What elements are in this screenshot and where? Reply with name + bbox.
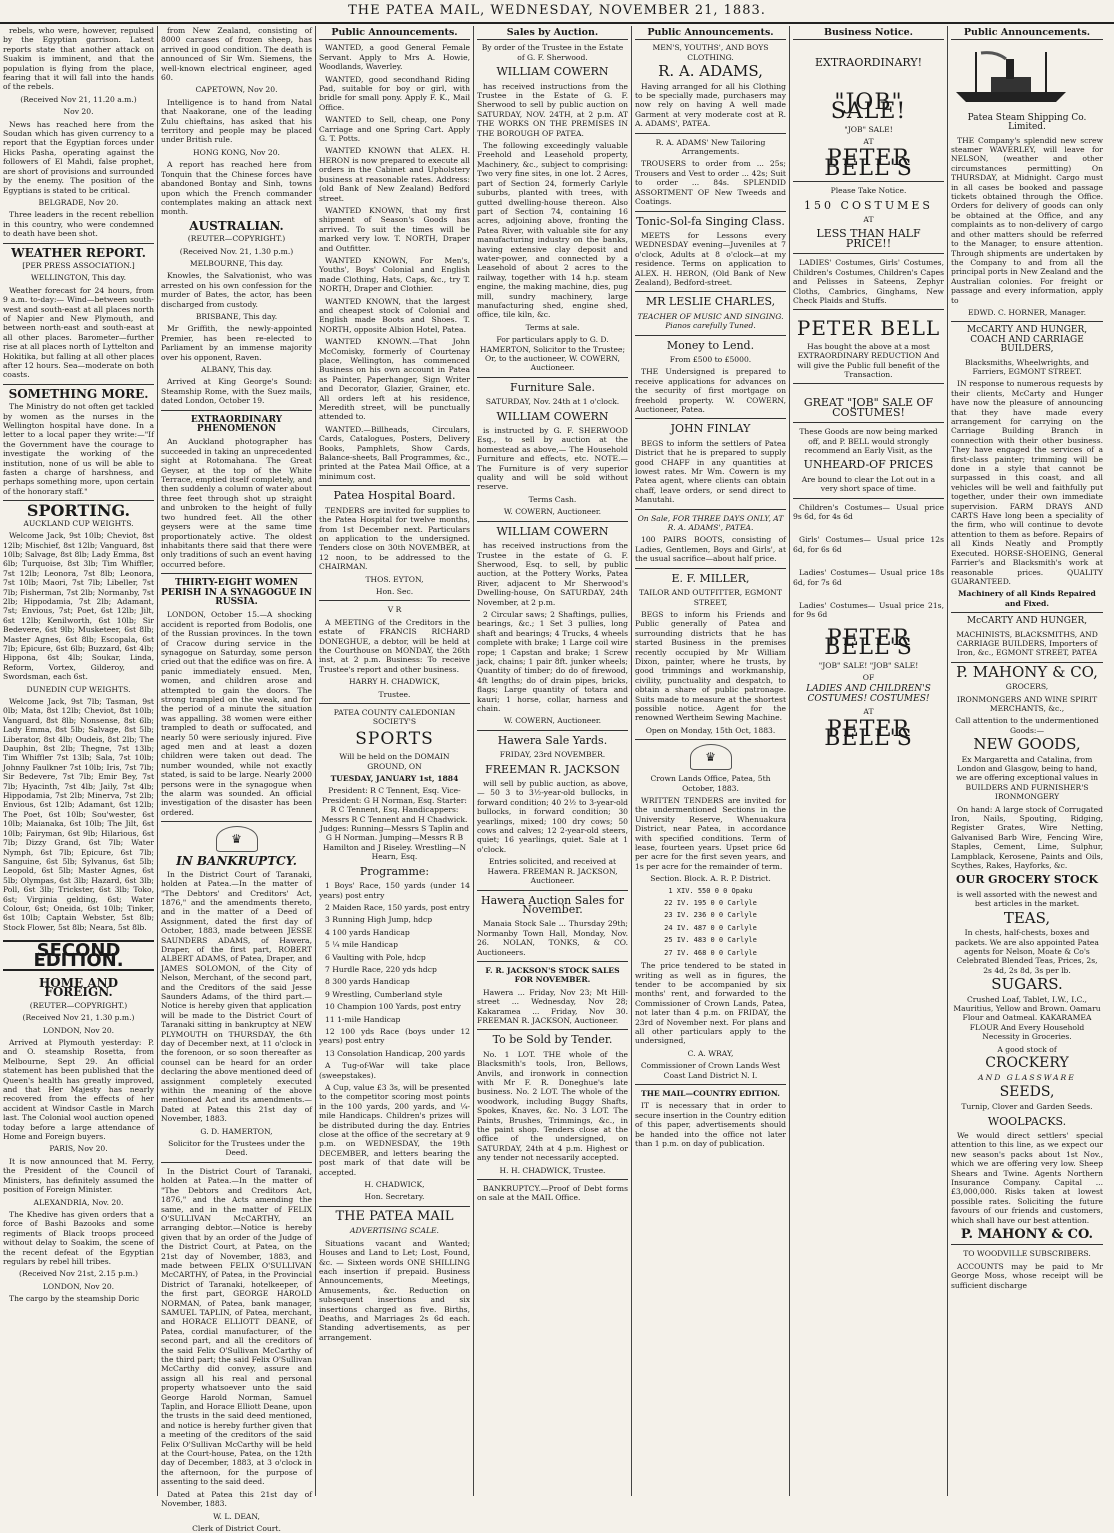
ad-subheading: MEN'S, YOUTHS', AND BOYS CLOTHING. [652,43,769,62]
ad-text: No. 1 LOT. THE whole of the Blacksmith's tools, Iron, Bellows, Anvils, and ironwork in connection with Mr F. R. Doneghue's late business. No. 2 LOT. The whole of the woodwork, including Buggy Shafts, Spokes, Knaves, &c. No. 3 LOT. The Paints, Brushes, Trimmings, &c., in the paint shop. Tenders close at the office of the undersigned, on SATURDAY, 24th at 4 p.m. Highest or any tender not necessarily accepted. [477,1049,628,1163]
divider [951,321,1103,322]
wanted-ad: WANTED KNOWN.—That John McComisky, formerly of Courtenay place, Wellington, has commenced Business on his own account in Patea as Painter, Paperhanger, Sign Writer and Decorator, Glazier, Grainer, etc. All orders left at his residence, Meredith street, will be punctually attended to. [319,337,470,422]
divider [793,422,944,423]
ad-text: 100 PAIRS BOOTS, consisting of Ladies, Gentlemen, Boys and Girls', at the usual sacrifice—about half price. [635,535,786,564]
news-paragraph: Arrived at King George's Sound: Steamship Rome, with the Suez mails, dated London, October 19. [161,377,312,406]
signature-role: Solicitor for the Trustees under the Deed. [168,1139,305,1158]
divider [635,418,786,419]
royal-crest-icon: ♛ [216,826,258,852]
signature: Entries solicited, and received at Hawera. FREEMAN R. JACKSON, Auctioneer. [487,857,618,886]
vr-crest: V R [387,605,402,615]
ad-heading: GREAT "JOB" SALE OF COSTUMES! [803,396,934,419]
wanted-ad: WANTED to Sell, cheap, one Pony Carriage and one Spring Cart. Apply G. T. Potts. [319,115,470,144]
divider [319,703,470,704]
section-heading: HOME AND FOREIGN. [38,975,119,1000]
ad-text: A Cup, value £3 3s, will be presented to the competitor scoring most points in the 100 yards, 200 yards, and ¼-mile Handicaps. Children's prizes will be distributed during the day. Entries close at the office of the secretary at 9 p.m. on WEDNESDAY, the 19th DECEMBER, and letters bearing the post mark of that date will be accepted. [319,1083,470,1177]
price-item: Ladies' Costumes— Usual price 18s 6d, for 7s 6d [793,568,944,587]
ad-text: SATURDAY, Nov. 24th at 1 o'clock. [485,397,620,407]
ad-heading: McCARTY AND HUNGER, COACH AND CARRIAGE BUILDERS, [966,325,1088,355]
programme-heading: Programme: [359,864,430,878]
ad-heading: SEEDS, [999,1083,1055,1100]
divider [477,521,628,522]
ad-heading: WOOLPACKS. [987,1114,1067,1128]
programme-item: 12 100 yds Race (boys under 12 years) post entry [319,1026,470,1046]
column-7-announcements [948,26,1106,1496]
ad-subheading: GROCERS, [1005,682,1049,692]
merchant-name: E. F. MILLER, [671,571,750,585]
news-paragraph: Knowles, the Salvationist, who was arrested on his own confession for the murder of Bates, the actor, has been discharged from custody. [161,271,312,309]
divider [161,821,312,822]
ad-text: has received instructions from the Trustee in the estate of G. F. Sherwood, Esq. to sell, by public auction, at the Pottery Works, Patea River, adjacent to Mr Sherwood's Dwelling-house, On SATURDAY, 24th November, at 2 p.m. [477,541,628,607]
ad-text: Has bought the above at a most EXTRAORDINARY REDUCTION And will give the Public full benefit of the Transaction. [797,341,940,379]
legal-notice: Dated at Patea this 21st day of November, 1883. [161,1489,312,1509]
dateline: Nov 20. [63,107,94,117]
ad-heading: NEW GOODS, [973,735,1081,754]
signature: H. CHADWICK, [364,1180,425,1190]
ad-heading: TEAS, [1003,908,1051,927]
auctioneer-name: FREEMAN R. JACKSON [485,762,620,776]
column-4-auctions [474,26,632,1496]
divider [635,291,786,292]
signature: W. L. DEAN, [213,1511,260,1521]
column-header: Public Announcements. [951,26,1103,40]
ad-heading: Patea Steam Shipping Co. Limited. [967,112,1087,133]
table-row: 22 IV. 195 0 0 Carlyle [664,899,757,908]
price-item: Ladies' Costumes— Usual price 21s, for 9s 6d [793,601,944,620]
ad-heading: F. R. JACKSON'S STOCK SALES FOR NOVEMBER. [485,965,620,985]
news-paragraph: A report has reached here from Tonquin that the Chinese forces have abandoned Bontay and Sinh, towns upon which the French commander contemplates making an attack next month. [161,160,312,217]
ad-text: TENDERS are invited for supplies to the Patea Hospital for twelve months, from 1st December next. Particulars on application to the undersigned. Tenders close on 30th NOVEMBER, at 12 noon, to be addressed to the CHAIRMAN. [319,505,470,572]
ad-text: AT [863,215,874,225]
wanted-ad: WANTED KNOWN, For Men's, Youths', Boys' Colonial and English made Clothing, Hats, Caps, &c., try T. NORTH, Draper and Clothier. [319,255,470,294]
divider [951,612,1103,613]
divider [319,600,470,601]
ad-text: THE Company's splendid new screw steamer WAVERLEY, will leave for NELSON, (weather and other circumstances permitting) On THURSDAY, at Midnight. Cargo must in all cases be booked and passage tickets obtained through the Office. Orders for delivery of goods can only be obtained at the Office, and any complaints as to non-delivery of cargo and other matters should be referred to the Manager, to ensure attention. Through shipments are undertaken by the Company to and from all the principal ports in New Zealand and the Australian colonies. For freight or passage and every information, apply to [951,135,1103,305]
news-paragraph: An Auckland photographer has succeeded in taking an unprecedented sight at Rotomahana. The Great Geyser, at the top of the White Terrace, emptied itself completely, and then suddenly a column of water about three feet through shot up straight and unbroken to the height of fully two hundred feet. All the other geysers were at the same time proportionately active. The oldest inhabitants there said that there were only traditions of such an event having occurred before. [161,437,312,569]
column-header: Business Notice. [793,26,944,40]
divider [635,568,786,569]
ad-text: Having arranged for all his Clothing to be specially made, purchasers may now rely on having A well made Garment at very moderate cost at R. A. ADAMS', PATEA. [635,81,786,129]
column-3-announcements [316,26,474,1496]
programme-item: 2 Maiden Race, 150 yards, post entry [325,902,470,912]
ad-subheading: TAILOR AND OUTFITTER, EGMONT STREET, [639,588,782,607]
signature: HARRY H. CHADWICK, [349,677,440,687]
press-credit: (REUTER—COPYRIGHT.) [29,1000,128,1010]
table-row: 23 IV. 236 0 0 Carlyle [664,911,757,920]
section-heading: AUSTRALIAN. [189,218,284,233]
ad-subheading: ADVERTISING SCALE. [350,1226,439,1236]
ad-text: On hand: A large stock of Corrugated Iron, Nails, Spouting, Ridging, Register Grates, Wire Netting, Galvanised Barb Wire, Fencing Wire, Staples, Cement, Lime, Sulphur, Lampblack, Kerosene, Paints and Oils, Scythes, Rakes, Hayforks, &c. [951,804,1103,871]
press-credit: [PER PRESS ASSOCIATION.] [22,260,135,270]
news-paragraph: The cargo by the steamship Doric [9,1294,140,1304]
ad-text: A MEETING of the Creditors in the estate of FRANCIS RICHARD DONEGHUE, a debtor, will be held at the Courthouse on MONDAY, the 26th inst, at 2 p.m. Business: To receive Trustee's report and other business. [319,617,470,674]
ad-heading: Furniture Sale. [510,380,595,394]
ad-heading: Hawera Sale Yards. [497,733,608,747]
divider [477,730,628,731]
steamship-icon [951,47,1071,107]
column-header: Sales by Auction. [477,26,628,40]
divider [477,1179,628,1180]
ad-text: LADIES' Costumes, Girls' Costumes, Children's Costumes, Children's Capes and Pelisses in Sateens, Zephyr Cloths, Cambrics, Ginghams, New Check Plaids and Stuffs. [793,258,944,305]
column-1-news [0,26,158,1496]
ad-text: Turnip, Clover and Garden Seeds. [961,1102,1093,1112]
auctioneer-name: WILLIAM COWERN [496,65,609,79]
second-edition-banner: SECOND EDITION. [3,940,154,971]
column-header: Public Announcements. [635,26,786,40]
ad-text: On Sale, FOR THREE DAYS ONLY, AT R. A. ADAMS', PATEA. [637,513,784,533]
ad-text: is well assorted with the newest and best articles in the market. [956,889,1098,909]
ad-text: ACCOUNTS may be paid to Mr George Moss, whose receipt will be sufficient discharge [951,1261,1103,1290]
auctioneer-name: WILLIAM COWERN [496,524,609,538]
subheading: DUNEDIN CUP WEIGHTS. [26,684,131,694]
dateline: PARIS, Nov 20. [49,1144,108,1154]
divider [951,1244,1103,1245]
programme-list [319,881,470,1058]
divider [477,377,628,378]
ad-text: will sell by public auction, as above,— 50 3 to 3½-year-old bullocks, in forward condition; 40 2½ to 3-year-old bullocks, in forward condition; 30 yearlings, mixed; 100 dry cows; 50 cows and calves; 12 2-year-old steers, quiet; 16 yearlings, quiet. Sale at 1 o'clock. [477,779,628,854]
signature: W. COWERN, Auctioneer. [503,716,602,726]
ad-text: A Tug-of-War will take place (sweepstakes). [319,1061,470,1080]
dateline: BRISBANE, This day. [195,311,278,321]
signature: C. A. WRAY, [687,1048,734,1058]
legal-notice: In the District Court of Taranaki, holden at Patea.—In the matter of "The Debtors and Creditors Act, 1876," and the Acts amending the same, and in the matter of FELIX O'SULLIVAN McCARTHY, an arranging debtor.—Notice is hereby given that by an order of the Judge of the District Court, at Patea, on the 21st day of November, 1883, and made between FELIX O'SULLIVAN McCARTHY, of Patea, in the Provincial District of Taranaki, hotelkeeper, of the first part, GEORGE HAROLD NORMAN, of Patea, bank manager, SAMUEL TAPLIN, of Patea, merchant, and HORACE ELLIOTT DEANE, of Patea, cordial manufacturer, of the second part, and all the creditors of the said Felix O'Sullivan McCarthy of the third part; the said Felix O'Sullivan McCarthy did convey, assure and assign all his real and personal property whatsoever unto the said George Harold Norman, Samuel Taplin, and Horace Elliott Deane, upon the trusts in the said deed mentioned, and notice is hereby further given that a meeting of the creditors of the said Felix O'Sullivan McCarthy will be held at the Court-house, Patea, on the 12th day of December, 1883, at 3 o'clock in the afternoon, for the purpose of assenting to the said deed. [161,1166,312,1487]
programme-item: 3 Running High Jump, hdcp [325,915,433,925]
table-header: Section. Block. A. R. P. District. [650,874,771,884]
signature: EDWD. C. HORNER, Manager. [967,307,1087,317]
ad-text: AT [863,137,874,147]
ad-heading: Tonic-Sol-fa Singing Class. [636,214,785,228]
table-row: 27 IV. 468 0 0 Carlyle [664,948,757,957]
divider [319,1206,470,1207]
ad-heading: R. A. ADAMS' New Tailoring Arrangements. [655,137,766,157]
ad-text: These Goods are now being marked off, and P. BELL would strongly recommend an Early Visit, as the [799,427,938,455]
event-date: TUESDAY, JANUARY 1st, 1884 [330,774,459,784]
wanted-ad: WANTED, good secondhand Riding Pad, suitable for boy or girl, with bridle for small pony. Apply F. K., Mail Office. [319,74,470,112]
ad-text: MACHINISTS, BLACKSMITHS, AND CARRIAGE BUILDERS, Importers of Iron, &c., EGMONT STREET, PATEA [956,629,1098,658]
signature-role: Commissioner of Crown Lands West Coast Land District N. I. [640,1061,781,1080]
ad-text: In chests, half-chests, boxes and packets. We are also appointed Patea agents for Nelson, Moate & Co's Celebrated Blended Teas, Prices, 2s, 2s 4d, 2s 8d, 3s per lb. [955,928,1099,975]
divider [3,243,154,244]
peter-bells-heading: PETER BELL'S [824,146,913,181]
ad-heading: Hawera Auction Sales for November. [481,893,624,916]
ad-text: IN response to numerous requests by their clients, McCarty and Hunger have now the pleasure of announcing that they have made every arrangement for carrying on the Carriage Building Branch in connection with their other business. They have engaged the services of a first-class painter; trimming will be done in a style that cannot be surpassed in this coast, and all vehicles will be well and faithfully put together, under their own immediate supervision. FARM DRAYS AND CARTS Have long been a speciality of the firm, who will continue to devote attention to them as before. Repairs of all Kinds Neatly and Promptly Executed. HORSE-SHOEING, General Farrier's and Blacksmith's work at reasonable prices. QUALITY GUARANTEED. [951,379,1103,586]
programme-item: 6 Vaulting with Pole, hdcp [325,952,426,962]
received-note: (Received Nov 21st, 2.15 p.m.) [19,1269,138,1279]
press-credit: (REUTER—COPYRIGHT.) [187,234,286,244]
ad-text: Open on Monday, 15th Oct, 1883. [645,725,776,735]
section-heading: SOMETHING MORE. [8,386,149,401]
sporting-heading: SPORTING. [26,501,131,521]
ad-text: FRIDAY, 23rd NOVEMBER. [499,750,606,760]
news-paragraph: Welcome Jack, 9st 7lb; Tasman, 9st 0lb; Mata, 8st 12lb; Cheviot, 8st 10lb; Vanguard, 8st 8lb; Nonsense, 8st 6lb; Lady Emma, 8st 5lb; Salvage, 8st 5lb; Liberator, 8st 4lb; Oudeis, 8st 2lb; The Dauphin, 8st 2lb; Thegne, 7st 13lb; Tim Whiffler 7st 13lb; Sala, 7st 10lb; Johnny Faulkner 7st 10lb; Iris, 7st 7lb; Sir Bedevere, 7st 7lb; Emir Bey, 7st 7lb; Hyacinth, 7st 4lb; Jaily, 7st 4lb; Hippodamia, 7st 2lb; Minerva, 7st 2lb; Envious, 6st 12lb; Adamant, 6st 12lb; The Poet, 6st 10lb; Sou'wester, 6st 10lb; Maianaka, 6st 10lb; The Jilt, 6st 10lb; Fairyman, 6st 9lb; Hilarious, 6st 7lb; Dizzy Grand, 6st 7lb; Water Nymph, 6st 7lb; Epicure, 6st 7lb; Sanguine, 6st 5lb; Sylvanus, 6st 5lb; Leopold, 6st 5lb; Master Agnes, 6st 5lb; Olympas, 6st 3lb; Hazard, 6st 3lb; Poll, 6st 3lb; Trickster, 6st 3lb; Toko, 6st; Virginia gelding, 6st; Water Colour, 6st; Oneida, 6st 10lb; Tinker, 6st 10lb; Captain Webster, 5st 8lb; Stock Flower, 5st 8lb; Neara, 5st 8lb. [3,697,154,932]
ad-text: We would direct settlers' special attention to this line, as we expect our new season's packs about 1st Nov., which we are offering very low. Sheep Shears and Twine. Agents Northern Insurance Company. Capital ... £3,000,000. Risks taken at lowest possible rates. Soliciting the future favours of our friends and customers, which shall have our best attention. [951,1131,1103,1225]
ad-text: Hawera ... Friday, Nov 23; Mt Hill-street ... Wednesday, Nov 28; Kakaramea ... Friday, Nov 30. FREEMAN R. JACKSON, Auctioneer. [477,987,628,1025]
section-heading: WEATHER REPORT. [11,245,146,260]
ad-text: The price tendered to be stated in writing as well as in figures, the tender to be accompanied by six months' rent, and forwarded to the Commissioner of Crown Lands, Patea, not later than 4 p.m. on FRIDAY, the 23rd of November next. For plans and all other particulars apply to the undersigned, [635,961,786,1046]
dateline: HONG KONG, Nov 20. [193,147,280,157]
ad-text: Please Take Notice. [830,186,907,196]
officers: President: R C Tennent, Esq. Vice-President: G H Norman, Esq. Starter: R C Tennent, Esq. Handicappers: Messrs R C Tennent and H Chadwick. Judges: Running—Messrs S Taplin and G H Norman. Jumping—Messrs R B Hamilton and J Riseley. Wrestling—N Hearn, Esq. [319,786,470,862]
news-paragraph: Mr Griffith, the newly-appointed Premier, has been re-elected to Parliament by an immense majority over his opponent, Raven. [161,324,312,362]
received-note: (Received Nov. 21, 1.30 p.m.) [179,246,294,256]
news-lead: from New Zealand, consisting of 8000 carcases of frozen sheep, has arrived in good condition. The death is announced of Sir Wm. Siemens, the well-known electrical engineer, aged 60. [161,26,312,83]
divider [319,485,470,486]
news-paragraph: The Ministry do not often get tackled by women as the nurses in the Wellington hospital have done. In a letter to a local paper they write:—"If the Government have the courage to investigate the working of the institution, none of us will be able to fasten a charge of harshness, and perhaps something more, upon certain of the honorary staff." [3,402,154,496]
ad-text: Terms at sale. [525,322,580,332]
column-2-news [158,26,316,1533]
ad-subheading: By order of the Trustee in the Estate of G. F. Sherwood. [481,43,624,62]
divider [635,509,786,510]
signature-role: Trustee. [378,689,411,699]
dateline: ALBANY, This day. [201,365,272,374]
ad-text: IT is necessary that in order to secure insertion in the Country edition of this paper, advertisements should be handed into the office not later than 1 p.m. on day of publication. [635,1101,786,1148]
programme-item: 8 300 yards Handicap [325,977,410,987]
programme-item: 4 100 yards Handicap [325,927,410,937]
signature: G. D. HAMERTON, [200,1126,273,1136]
ad-subheading: Blacksmiths, Wheelwrights, and Farriers, EGMONT STREET. [964,357,1090,376]
peter-bells-heading: PETER BELL'S [824,716,913,752]
merchant-name: R. A. ADAMS, [658,62,763,81]
news-paragraph: It is now announced that M. Ferry, the President of the Council of Ministers, has definitely assumed the position of Foreign Minister. [3,1156,154,1195]
ad-text: OF [862,673,875,683]
ad-text: For particulars apply to G. D. HAMERTON, Solicitor to the Trustee; Or, to the auctioneer, W. COWERN, Auctioneer. [479,335,626,373]
signature: THOS. EYTON, [365,574,424,584]
ad-heading: LADIES AND CHILDREN'S COSTUMES! COSTUMES! [806,684,931,704]
ad-text: THE Undersigned is prepared to receive applications for advances on the security of first mortgage on freehold property. W. COWERN, Auctioneer, Patea. [635,367,786,414]
signature: W. COWERN, Auctioneer. [503,507,602,517]
ad-subheading: "JOB" SALE! [844,124,893,134]
column-6-business-notice [790,26,948,1496]
divider [635,211,786,212]
dateline: LONDON, Nov 20. [42,1281,115,1291]
dateline: BELGRADE, Nov 20. [38,197,119,207]
ad-heading: Machinery of all Kinds Repaired and Fixed. [958,589,1096,608]
wanted-list [319,43,470,481]
signature: H. H. CHADWICK, Trustee. [499,1165,606,1175]
wanted-ad: WANTED KNOWN, that the largest and cheapest stock of Colonial and English made Boots and Shoes. T. NORTH, opposite Albion Hotel, Patea. [319,296,470,334]
divider [635,739,786,740]
ad-subheading: PATEA COUNTY CALEDONIAN SOCIETY'S [333,708,456,727]
column-header: Public Announcements. [319,26,470,40]
ad-text: Call attention to the undermentioned Goods:— [955,716,1099,735]
ad-text: TROUSERS to order from ... 25s; Trousers and Vest to order ... 42s; Suit to order ... 84s. SPLENDID ASSORTMENT OF New Tweeds and Coatings. [635,159,786,207]
dateline: ALEXANDRIA, Nov. 20. [33,1197,124,1207]
legal-notice: In the District Court of Taranaki, holden at Patea.—In the matter of "The Debtors' and Creditors' Act, 1876," and the amendments thereto, and in the matter of a Deed of Assignment, dated the first day of October, 1883, made between JESSE SAUNDERS ADAMS, of Hawera, Draper, of the first part, ROBERT ALBERT ADAMS, of Patea, Draper, and JAMES SOLOMON, of the City of Nelson, Merchant, of the second part, and the Creditors of the said Jesse Saunders Adams, of the third part.—Notice is hereby given that application will be made to the District Court of Taranaki sitting in bankruptcy at NEW PLYMOUTH on THURSDAY, the 6th day of December next, at 11 o'clock in the forenoon, or so soon thereafter as counsel can be heard for an order declaring the above mentioned deed of assignment completely executed within the meaning of the above mentioned Act and its amendments.—Dated at Patea this 21st day of November, 1883. [161,869,312,1124]
ad-heading: THE MAIL—COUNTRY EDITION. [641,1088,780,1098]
price-list [793,503,944,620]
merchant-name: P. MAHONY & CO, [956,662,1098,681]
peter-bell-heading: PETER BELL [796,316,941,341]
news-paragraph: Three leaders in the recent rebellion in this country, who were condemned to death have been shot. [3,210,154,239]
ad-heading: SUGARS. [991,975,1063,994]
ad-heading: McCARTY AND HUNGER, [966,616,1088,627]
divider [793,383,944,384]
ad-heading: Patea Hospital Board. [333,489,456,503]
ad-text: A good stock of [997,1044,1057,1054]
ad-text: TEACHER OF MUSIC AND SINGING. Pianos carefully Tuned. [637,311,784,331]
ad-heading: 150 COSTUMES [804,198,933,212]
ad-heading: TO WOODVILLE SUBSCRIBERS. [963,1249,1091,1259]
section-heading: THIRTY-EIGHT WOMEN PERISH IN A SYNAGOGUE IN RUSSIA. [161,578,312,607]
job-sale-heading: "JOB" SALE! [830,89,907,125]
divider [793,498,944,499]
wanted-ad: WANTED, a good General Female Servant. Apply to Mrs A. Howie, Woodlands, Waverley. [319,43,470,72]
divider [793,181,944,182]
signature-role: Clerk of District Court. [192,1523,281,1533]
ad-heading: EXTRAORDINARY! [814,56,923,70]
divider [635,1084,786,1085]
received-note: (Received Nov 21, 1.30 p.m.) [22,1013,135,1023]
programme-item: 9 Wrestling, Cumberland style [325,989,443,999]
divider [793,309,944,310]
divider [793,253,944,254]
ad-text: Terms Cash. [528,494,577,504]
ad-subheading: "JOB" SALE! "JOB" SALE! [818,660,919,670]
ad-text: BEGS to inform his Friends and Public generally of Patea and surrounding districts that he has started Business in the premises recently occupied by Mr William Dixon, painter, where he trusts, by good trimmings and workmanship, civility, punctuality and despatch, to obtain a share of public patronage. Suits made to measure at the shortest possible notice. Agent for the renowned Wertheim Sewing Machine. [635,609,786,723]
wanted-ad: WANTED.—Billheads, Circulars, Cards, Catalogues, Posters, Delivery Books, Pamphlets, Show Cards, Balance-sheets, Ball Programmes, &c., printed at the Patea Mail Office, at a minimum cost. [319,424,470,481]
ad-heading: To be Sold by Tender. [492,1033,613,1047]
mail-heading: THE PATEA MAIL [335,1208,454,1224]
table-row: 1 XIV. 550 0 0 Opaku [668,886,753,895]
news-paragraph: Arrived at Plymouth yesterday: P. and O. steamship Rosetta, from Melbourne, Sept 29. An official statement has been published that the Queen's health has greatly improved, and that Her Majesty has nearly recovered from the effects of her accident at Windsor Castle in March last. The Colonial wool auction opened today before a large attendance of Home and Foreign buyers. [3,1038,154,1142]
wanted-ad: WANTED KNOWN that ALEX. H. HERON is now prepared to execute all orders in the Cabinet and Upholstery business at reasonable rates. Address: (old Bank of New Zealand) Bedford street. [319,146,470,203]
programme-item: 13 Consolation Handicap, 200 yards [325,1048,466,1058]
ad-text: MEETS for Lessons every WEDNESDAY evening—Juveniles at 7 o'clock, Adults at 8 o'clock—at my residence. Terms on application to ALEX. H. HERON, (Old Bank of New Zealand), Bedford-street. [635,230,786,287]
divider [477,890,628,891]
ad-text: WRITTEN TENDERS are invited for the undermentioned Sections in the University Reserve, Whenuakura District, near Patea, in accordance with specified conditions. Term of lease, fourteen years. Upset price 6d per acre for the first seven years, and 1s per acre for the remainder of term. [635,796,786,871]
news-paragraph: LONDON, October 15.—A shocking accident is reported from Bodolis, one of the Russian provinces. In the town of Cracow during service in the synagogue on Saturday, some person cried out that the edifice was on fire. A panic immediately ensued. Men, women, and children arose and attempted to gain the doors. The strong trampled on the weak, and for the period of a minute the situation was appalling. 38 women were either trampled to death or suffocated, and nearly 50 were seriously injured. Five aged men and at least a dozen children were taken out dead. The number wounded, while not exactly stated, is said to be large. Nearly 2000 persons were in the synagogue when the alarm was sounded. An official investigation of the disaster has been ordered. [161,610,312,817]
signature-role: Hon. Sec. [375,586,414,596]
table-row: 24 IV. 487 0 0 Carlyle [664,923,757,932]
ad-text: Crushed Loaf, Tablet, I.W., I.C., Mauritius, Yellow and Brown. Oamaru Flour and Oatmeal. KAKARAMEA FLOUR And Every Household Necessity in Groceries. [953,994,1101,1042]
peter-bells-heading: PETER BELL'S [824,625,913,661]
royal-crest-icon: ♛ [690,744,732,770]
news-paragraph: The Khedive has given orders that a force of Bashi Bazooks and some regiments of Black troops proceed without delay to Soakim, the scene of the recent defeat of the Egyptian regulars by rebel hill tribes. [3,1209,154,1266]
section-heading: EXTRAORDINARY PHENOMENON [190,414,283,435]
sports-heading: SPORTS [355,728,434,749]
merchant-name: JOHN FINLAY [670,422,751,436]
news-paragraph: News has reached here from the Soudan which has given currency to a report that the Egyptian forces under Hicks Pasha, operating against the followers of El Mahdi, false prophet, are short of provisions and surrounded by the enemy. The position of the Egyptians is stated to be critical. [3,119,154,195]
merchant-name: P. MAHONY & CO. [960,1227,1094,1243]
auctioneer-name: WILLIAM COWERN [496,409,609,423]
dateline: WELLINGTON, This day. [30,273,127,283]
wanted-ad: WANTED KNOWN, that my first shipment of Season's Goods has arrived. To suit the times will be marked very low. T. NORTH, Draper and Outfitter. [319,205,470,253]
divider [477,1029,628,1030]
table-row: 25 IV. 483 0 0 Carlyle [664,936,757,945]
ad-text: Will be held on the DOMAIN GROUND, ON [339,752,450,771]
ad-text: AT [863,707,874,717]
dateline: CAPETOWN, Nov 20. [195,85,278,95]
divider [3,384,154,385]
ad-text: has received instructions from the Trustee in the Estate of G. F. Sherwood to sell by public auction on SATURDAY, NOV. 24TH, at 2 p.m. AT THE WORKS ON THE PREMISES IN THE BOROUGH OF PATEA. [477,81,628,138]
news-paragraph: Intelligence is to hand from Natal that Naakorane, one of the leading Zulu chieftains, has asked that his territory and people may be placed under British rule. [161,97,312,145]
programme-item: 7 Hurdle Race, 220 yds hdcp [325,964,437,974]
subheading: AUCKLAND CUP WEIGHTS. [23,518,134,528]
ad-text: BEGS to inform the settlers of Patea District that he is prepared to supply good CHAFF in any quantities at lowest rates. Mr Wm. Cowern is my Patea agent, where clients can obtain chaff, leave orders, or send direct to Manutahi. [635,438,786,505]
divider [635,335,786,336]
sections-table [635,887,786,958]
ad-subheading: AND GLASSWARE [978,1073,1076,1083]
ad-text: From £500 to £5000. [669,354,752,364]
divider [161,573,312,574]
ad-subheading: Crown Lands Office, Patea, 5th October, 1883. [650,774,771,793]
news-paragraph: Weather forecast for 24 hours, from 9 a.m. to-day:— Wind—between south-west and south-east at all places north of Napier and New Plymouth, and between north-east and south-east at all other places. Barometer—further rise at all places north of Lyttelton and Hokitika, but falling at all other places after 12 hours. Sea—moderate on both coasts. [3,285,154,380]
price-item: Children's Costumes— Usual price 9s 6d, for 4s 6d [793,502,944,521]
divider [635,133,786,134]
ad-heading: Money to Lend. [666,338,755,352]
programme-item: 10 Champion 100 Yards, post entry [325,1002,461,1012]
ad-heading: CROCKERY [985,1054,1069,1071]
divider [161,410,312,411]
ad-text: The following exceedingly valuable Freehold and Leasehold property, Machinery, &c., subject to comprising: Two very fine sites, in one lot. 2 Acres, part of Section 24, formerly Carlyle suburbs, planted with trees, with gutted dwelling-house thereon. Also part of Section 74, containing 16 acres, adjoining above, fronting the Patea River, with valuable site for any manufacturing industry on the banks, having extensive clay deposit and water-power, and connected by a Leasehold of about 2 acres to the railway, together with 14 h.p. steam engine, the making machine, dies, pug mill, sundry machinery, large manufacturing shed, engine shed, office, tile kiln, &c. [477,141,628,320]
ad-subheading: IRONMONGERS AND WINE SPIRIT MERCHANTS, &c., [956,694,1098,713]
ad-heading: LESS THAN HALF PRICE!! [816,227,921,250]
news-paragraph: Welcome Jack, 9st 10lb; Cheviot, 8st 12lb; Mischief, 8st 12lb; Vanguard, 8st 10lb; Salvage, 8st 8lb; Lady Emma, 8st 6lb; Turquoise, 8st 3lb; Tim Whiffler, 7st 12lb; Leonora, 7st 8lb; Leonora, 7st 10lb; Maori, 7st 7lb; Libeller, 7st 7lb; Fisherman, 7st 2lb; Normanby, 7st 2lb; Hippodamia, 7st 2lb; Adamant, 7st; Envious, 7st; Poet, 6st 12lb; Jilt, 6st 12lb; Kenilworth, 6st 10lb; Sir Bedevere, 6st 9lb; Musketeer, 6st 8lb; Master Agnes, 6st 8lb; Escopala, 6st 7lb; Epicure, 6st 6lb; Buzzard, 6st 4lb; Hippona, 6st 4lb; Soukar, Linda, Reform, Vortex, Gilderoy, and Swordsman, each 6st. [3,531,154,682]
column-5-announcements [632,26,790,1496]
divider [161,1162,312,1163]
ad-text: Manaia Stock Sale ... Thursday 29th; Normanby Town Hall, Monday, Nov. 26. NOLAN, TONKS, & CO. Auctioneers. [477,919,628,957]
ad-text: is instructed by G. F. SHERWOOD Esq., to sell by auction at the homestead as above,— The Household Furniture and effects, etc. NOTE.—The Furniture is of very superior quality and will be sold without reserve. [477,426,628,492]
ad-heading: UNHEARD-OF PRICES [803,458,934,472]
price-item: Girls' Costumes— Usual price 12s 6d, for 6s 6d [793,535,944,554]
dateline: LONDON, Nov 20. [42,1025,115,1035]
merchant-name: MR LESLIE CHARLES, [645,295,776,309]
ad-text: Ex Margaretta and Catalina, from London and Glasgow, being to hand, we are offering exceptional values in BUILDERS AND FURNISHER'S IRONMONGERY [955,754,1099,802]
programme-item: 11 1-mile Handicap [325,1014,401,1024]
ad-heading: OUR GROCERY STOCK [956,873,1098,887]
programme-item: 5 ¼ mile Handicap [325,940,398,950]
programme-item: 1 Boys' Race, 150 yards (under 14 years) post entry [319,881,470,900]
ad-text: BANKRUPTCY.—Proof of Debt forms on sale at the MAIL Office. [477,1184,628,1203]
section-heading: IN BANKRUPTCY. [176,854,297,869]
ad-text: Situations vacant and Wanted; Houses and Land to Let; Lost, Found, &c. — Sixteen words ONE SHILLING each insertion if prepaid. Business Announcements, Meetings, Amusements, &c. Reduction on subsequent insertions and six insertions charged as five. Births, Deaths, and Marriages 2s 6d each. Standing advertisements, as per arrangement. [319,1238,470,1342]
ad-text: 2 Circular saws; 2 Shaftings, pullies, bearings, &c.; 1 Set 3 pullies, long shaft and bearings; 4 Trucks, 4 wheels complete with brake; 1 Large coil wire rope; 1 Capstan and brake; 1 Screw jack, chains; 1 pair 8ft. junker wheels; Quantity of timber; do do of firewood, 4ft lengths; do of drain pipes, bricks, flags; Large quantity of totara and kauri; 1 horse, collar, harness and chain. [477,609,628,713]
page-columns [0,26,1114,1533]
ad-text: Are bound to clear the Lot out in a very short space of time. [801,474,936,494]
masthead: THE PATEA MAIL, WEDNESDAY, NOVEMBER 21, 1883. [0,0,1114,24]
received-note: (Received Nov 21, 11.20 a.m.) [20,94,137,104]
news-lead: rebels, who were, however, repulsed by the Egyptian garrison. Latest reports state that another attack on Suakim is imminent, and that the population is flying from the place, fearing that it will fall into the hands of the rebels. [3,26,154,92]
divider [477,961,628,962]
dateline: MELBOURNE, This day. [189,258,284,268]
signature-role: Hon. Secretary. [364,1192,425,1202]
